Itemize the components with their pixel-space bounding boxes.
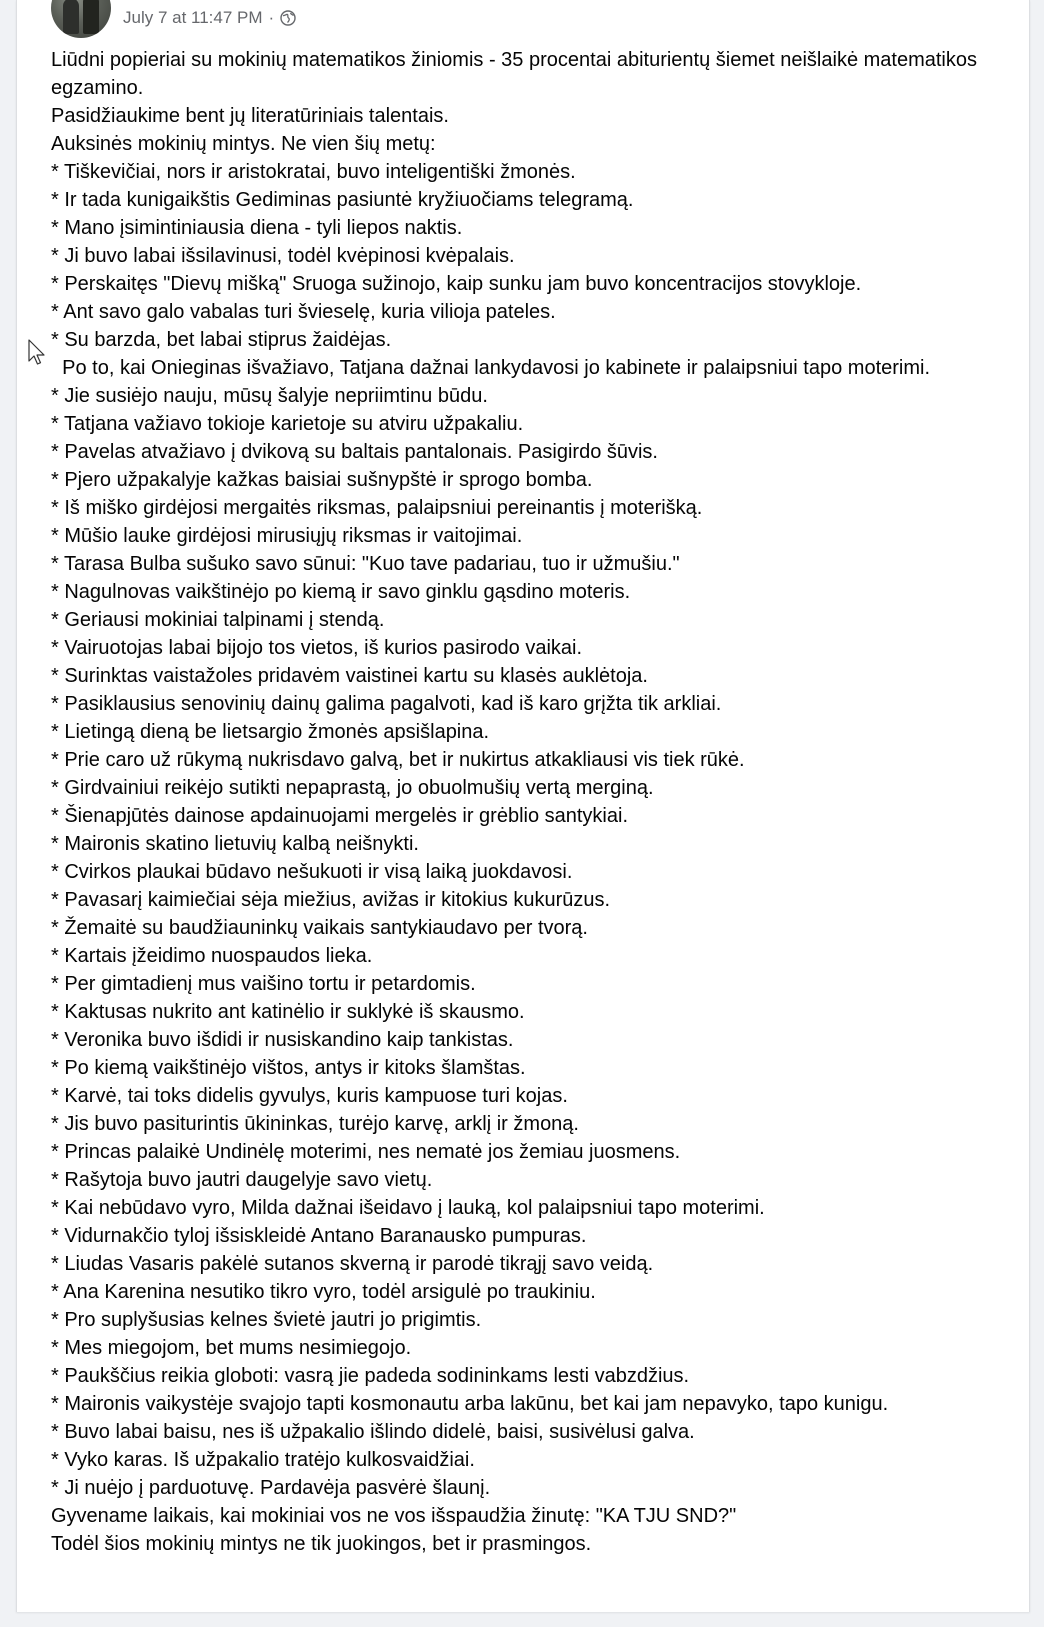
- list-item: * Princas palaikė Undinėlę moterimi, nes nematė jos žemiau juosmens.: [51, 1141, 681, 1163]
- list-item: * Ant savo galo vabalas turi švieselę, kuria vilioja pateles.: [51, 301, 556, 323]
- list-item: * Rašytoja buvo jautri daugelyje savo vietų.: [51, 1169, 433, 1191]
- list-item: * Su barzda, bet labai stiprus žaidėjas.: [51, 329, 392, 351]
- intro-line: Pasidžiaukime bent jų literatūriniais talentais.: [51, 105, 449, 127]
- post-intro: [51, 46, 1026, 158]
- intro-line: Liūdni popieriai su mokinių matematikos žiniomis - 35 procentai abiturientų šiemet neišlaikė matematikos egzamino.: [51, 49, 983, 99]
- list-item: * Mano įsimintiniausia diena - tyli liepos naktis.: [51, 217, 463, 239]
- list-item: * Girdvainiui reikėjo sutikti nepaprastą, jo obuolmušių vertą merginą.: [51, 777, 654, 799]
- list-item: * Kaktusas nukrito ant katinėlio ir suklykė iš skausmo.: [51, 1001, 525, 1023]
- list-item: * Karvė, tai toks didelis gyvulys, kuris kampuose turi kojas.: [51, 1085, 568, 1107]
- list-item: * Ji nuėjo į parduotuvę. Pardavėja pasvėrė šlaunį.: [51, 1477, 491, 1499]
- list-item: * Ji buvo labai išsilavinusi, todėl kvėpinosi kvėpalais.: [51, 245, 515, 267]
- post-outro: [51, 1502, 1026, 1558]
- list-item: * Liudas Vasaris pakėlė sutanos skverną ir parodė tikrąjį savo veidą.: [51, 1253, 654, 1275]
- list-item: * Šienapjūtės dainose apdainuojami mergelės ir grėblio santykiai.: [51, 805, 629, 827]
- list-item: * Tatjana važiavo tokioje karietoje su atviru užpakaliu.: [51, 413, 524, 435]
- list-item: * Surinktas vaistažoles pridavėm vaistinei kartu su klasės auklėtoja.: [51, 665, 648, 687]
- post-meta: [123, 8, 296, 28]
- list-item: * Pavelas atvažiavo į dvikovą su baltais pantalonais. Pasigirdo šūvis.: [51, 441, 658, 463]
- list-item: * Paukščius reikia globoti: vasrą jie padeda sodininkams lesti vabzdžius.: [51, 1365, 690, 1387]
- quote-list: [51, 158, 1026, 1502]
- globe-icon[interactable]: [280, 10, 296, 26]
- post-text: [51, 46, 1026, 1558]
- list-item: * Jie susiėjo nauju, mūsų šalyje nepriimtinu būdu.: [51, 385, 488, 407]
- list-item: * Po kiemą vaikštinėjo vištos, antys ir kitoks šlamštas.: [51, 1057, 526, 1079]
- list-item: * Vyko karas. Iš užpakalio tratėjo kulkosvaidžiai.: [51, 1449, 475, 1471]
- list-item: * Nagulnovas vaikštinėjo po kiemą ir savo ginklu gąsdino moteris.: [51, 581, 631, 603]
- avatar-figure-right: [83, 0, 99, 34]
- list-item: Po to, kai Onieginas išvažiavo, Tatjana dažnai lankydavosi jo kabinete ir palaipsniui tapo moterimi.: [51, 357, 931, 379]
- list-item: * Per gimtadienį mus vaišino tortu ir petardomis.: [51, 973, 476, 995]
- list-item: * Pjero užpakalyje kažkas baisiai sušnypštė ir sprogo bomba.: [51, 469, 593, 491]
- list-item: * Kartais įžeidimo nuospaudos lieka.: [51, 945, 373, 967]
- list-item: * Pro suplyšusias kelnes švietė jautri jo prigimtis.: [51, 1309, 482, 1331]
- avatar[interactable]: [51, 0, 111, 38]
- intro-line: Auksinės mokinių mintys. Ne vien šių metų:: [51, 133, 436, 155]
- list-item: * Perskaitęs "Dievų mišką" Sruoga sužinojo, kaip sunku jam buvo koncentracijos stovykloje.: [51, 273, 862, 295]
- post-timestamp[interactable]: July 7 at 11:47 PM: [123, 8, 263, 27]
- list-item: * Pasiklausius senovinių dainų galima pagalvoti, kad iš karo grįžta tik arkliai.: [51, 693, 722, 715]
- outro-line: Todėl šios mokinių mintys ne tik juokingos, bet ir prasmingos.: [51, 1533, 592, 1555]
- list-item: * Ir tada kunigaikštis Gediminas pasiuntė kryžiuočiams telegramą.: [51, 189, 634, 211]
- list-item: * Maironis vaikystėje svajojo tapti kosmonautu arba lakūnu, bet kai jam nepavyko, tapo kunigu.: [51, 1393, 889, 1415]
- list-item: * Mūšio lauke girdėjosi mirusiųjų riksmas ir vaitojimai.: [51, 525, 523, 547]
- list-item: * Tiškevičiai, nors ir aristokratai, buvo inteligentiški žmonės.: [51, 161, 576, 183]
- list-item: * Iš miško girdėjosi mergaitės riksmas, palaipsniui pereinantis į moterišką.: [51, 497, 703, 519]
- list-item: * Buvo labai baisu, nes iš užpakalio išlindo didelė, baisi, susivėlusi galva.: [51, 1421, 695, 1443]
- list-item: * Prie caro už rūkymą nukrisdavo galvą, bet ir nukirtus atkakliausi vis tiek rūkė.: [51, 749, 745, 771]
- mouse-cursor-icon: [28, 339, 46, 367]
- list-item: * Ana Karenina nesutiko tikro vyro, todėl arsigulė po traukiniu.: [51, 1281, 596, 1303]
- list-item: * Žemaitė su baudžiauninkų vaikais santykiaudavo per tvorą.: [51, 917, 588, 939]
- list-item: * Mes miegojom, bet mums nesimiegojo.: [51, 1337, 412, 1359]
- list-item: * Pavasarį kaimiečiai sėja miežius, avižas ir kitokius kukurūzus.: [51, 889, 611, 911]
- list-item: * Jis buvo pasiturintis ūkininkas, turėjo karvę, arklį ir žmoną.: [51, 1113, 579, 1135]
- list-item: * Vidurnakčio tyloj išsiskleidė Antano Baranausko pumpuras.: [51, 1225, 587, 1247]
- meta-separator: ·: [268, 8, 275, 27]
- list-item: * Lietingą dieną be lietsargio žmonės apsišlapina.: [51, 721, 490, 743]
- outro-line: Gyvename laikais, kai mokiniai vos ne vos išspaudžia žinutę: "KA TJU SND?": [51, 1505, 737, 1527]
- list-item: * Geriausi mokiniai talpinami į stendą.: [51, 609, 385, 631]
- list-item: * Tarasa Bulba sušuko savo sūnui: "Kuo tave padariau, tuo ir užmušiu.": [51, 553, 680, 575]
- list-item: * Kai nebūdavo vyro, Milda dažnai išeidavo į lauką, kol palaipsniui tapo moterimi.: [51, 1197, 765, 1219]
- list-item: * Vairuotojas labai bijojo tos vietos, iš kurios pasirodo vaikai.: [51, 637, 583, 659]
- list-item: * Cvirkos plaukai būdavo nešukuoti ir visą laiką juokdavosi.: [51, 861, 573, 883]
- avatar-figure-left: [63, 0, 79, 34]
- list-item: * Maironis skatino lietuvių kalbą neišnykti.: [51, 833, 419, 855]
- list-item: * Veronika buvo išdidi ir nusiskandino kaip tankistas.: [51, 1029, 514, 1051]
- post-card: [16, 0, 1030, 1612]
